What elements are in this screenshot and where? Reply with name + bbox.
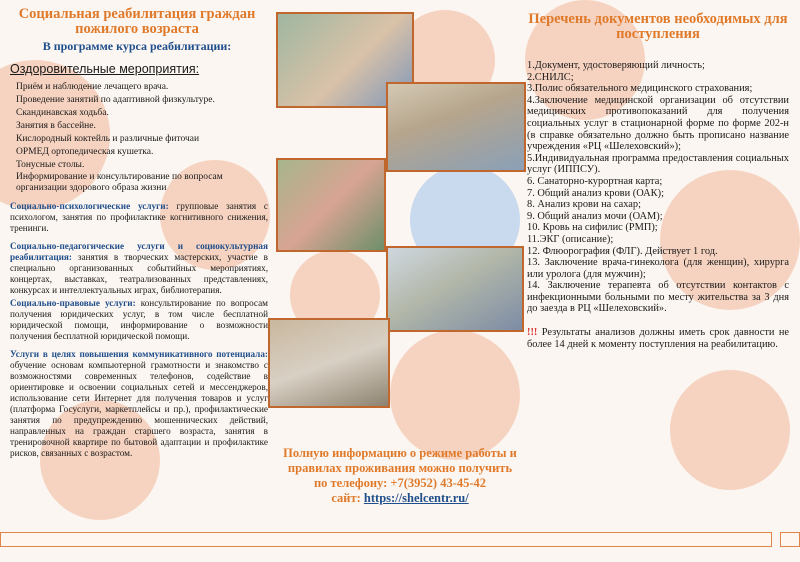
list-item: Приём и наблюдение лечащего врача. xyxy=(16,82,169,92)
list-item: Скандинавская ходьба. xyxy=(16,108,109,118)
health-heading: Оздоровительные мероприятия: xyxy=(10,62,200,76)
program-subtitle: В программе курса реабилитации: xyxy=(42,39,232,53)
document-item: 6. Санаторно-курортная карта; xyxy=(527,175,663,187)
photo-group-portrait xyxy=(268,318,390,408)
service-text: обучение основам компьютерной грамотности и знакомство с возможностями современных телефонов, содействие в ориентировке и освоении социальных сетей и мессенджеров, использование сети Интернет для получения товаров и услуг (платформа Госуслуги, маркетплейсы и пр.), профилактические занятия по предупреждению мошеннических действий, направленных на граждан старшего возраста, занятия в тренировочной квартире по бытовой адаптации и профилактике рисков, связанных с возрастом. xyxy=(10,360,268,458)
list-item: Информирование и консультирование по вопросам организации здорового образа жизни xyxy=(16,172,223,193)
document-item: 3.Полис обязательного медицинского страхования; xyxy=(527,83,753,95)
documents-list xyxy=(527,60,789,315)
document-item: 10. Кровь на сифилис (РМП); xyxy=(527,222,658,234)
list-item: Кислородный коктейль и различные фиточаи xyxy=(16,134,200,144)
contact-site xyxy=(280,491,520,506)
service-label: Услуги в целях повышения коммуникативного потенциала: xyxy=(10,349,268,359)
footer-bar-end xyxy=(780,532,800,547)
contact-phone: по телефону: +7(3952) 43-45-42 xyxy=(313,476,487,490)
service-label: Социально-психологические услуги: xyxy=(10,201,169,211)
service-text: групповые занятия с психологом, занятия по профилактике когнитивного снижения, тренинги. xyxy=(10,201,269,233)
document-item: 11.ЭКГ (описание); xyxy=(527,233,614,245)
photo-participants xyxy=(276,158,386,252)
service-label: Социально-педагогические услуги и социокультурная реабилитация: xyxy=(10,241,268,262)
service-block xyxy=(10,201,268,234)
site-label: сайт: xyxy=(331,491,364,505)
list-item: Занятия в бассейне. xyxy=(16,121,96,131)
contact-text: Полную информацию о режиме работы и правилах проживания можно получить xyxy=(283,446,517,475)
photo-exercise-hall xyxy=(386,82,526,172)
document-item: 2.СНИЛС; xyxy=(527,71,574,83)
document-item: 4.Заключение медицинской организации об отсутствии медицинских противопоказаний для получения социальных услуг в стационарной форме по форме 202-н (в справке обязательно должно быть прописано название учреждения «РЦ «Шелеховский»); xyxy=(527,94,789,153)
service-block xyxy=(10,241,268,296)
contact-info xyxy=(280,446,520,506)
analysis-note xyxy=(527,327,789,351)
list-item: Проведение занятий по адаптивной физкультуре. xyxy=(16,95,215,105)
document-item: 8. Анализ крови на сахар; xyxy=(527,199,641,211)
document-item: 5.Индивидуальная программа предоставления социальных услуг (ИППСУ). xyxy=(527,152,789,176)
health-list xyxy=(16,81,268,194)
right-column xyxy=(527,0,789,351)
service-text: занятия в творческих мастерских, участие в специально организованных событийных мероприятиях, концертах, выставках, театрализованных представлениях, конкурсах и интеллектуальных играх, библиотерапия. xyxy=(10,252,268,295)
service-label: Социально-правовые услуги: xyxy=(10,298,136,308)
service-block xyxy=(10,349,268,459)
footer-bar xyxy=(0,532,772,547)
documents-title: Перечень документов необходимых для поступления xyxy=(528,11,788,42)
document-item: 13. Заключение врача-гинеколога (для женщин), хирурга или уролога (для мужчин); xyxy=(527,257,789,280)
document-item: 7. Общий анализ крови (ОАК); xyxy=(527,187,664,199)
service-block xyxy=(10,298,268,342)
page-title: Социальная реабилитация граждан пожилого возраста xyxy=(18,6,256,37)
service-text: консультирование по вопросам получения юридических услуг, в том числе бесплатной юридической помощи, информирование о возможности получения бесплатной юридической помощи. xyxy=(10,298,268,341)
note-text: Результаты анализов должны иметь срок давности не более 14 дней к моменту поступления на реабилитацию. xyxy=(527,327,789,351)
list-item: Тонусные столы. xyxy=(16,160,85,170)
document-item: 12. Флюорография (ФЛГ). Действует 1 год. xyxy=(527,245,718,257)
list-item: ОРМЕД ортопедическая кушетка. xyxy=(16,147,154,157)
left-column xyxy=(6,0,268,459)
document-item: 1.Документ, удостоверяющий личность; xyxy=(527,60,705,71)
alert-mark: !!! xyxy=(527,327,538,339)
document-item: 14. Заключение терапевта об отсутствии контактов с инфекционными больными по месту жительства за 3 дня до заезда в РЦ «Шелеховский». xyxy=(527,280,789,315)
site-link[interactable]: https://shelcentr.ru/ xyxy=(363,491,469,505)
decor-circle xyxy=(670,370,790,490)
document-item: 9. Общий анализ мочи (ОАМ); xyxy=(527,210,663,222)
photo-workshop xyxy=(386,246,524,332)
decor-circle xyxy=(390,330,520,460)
